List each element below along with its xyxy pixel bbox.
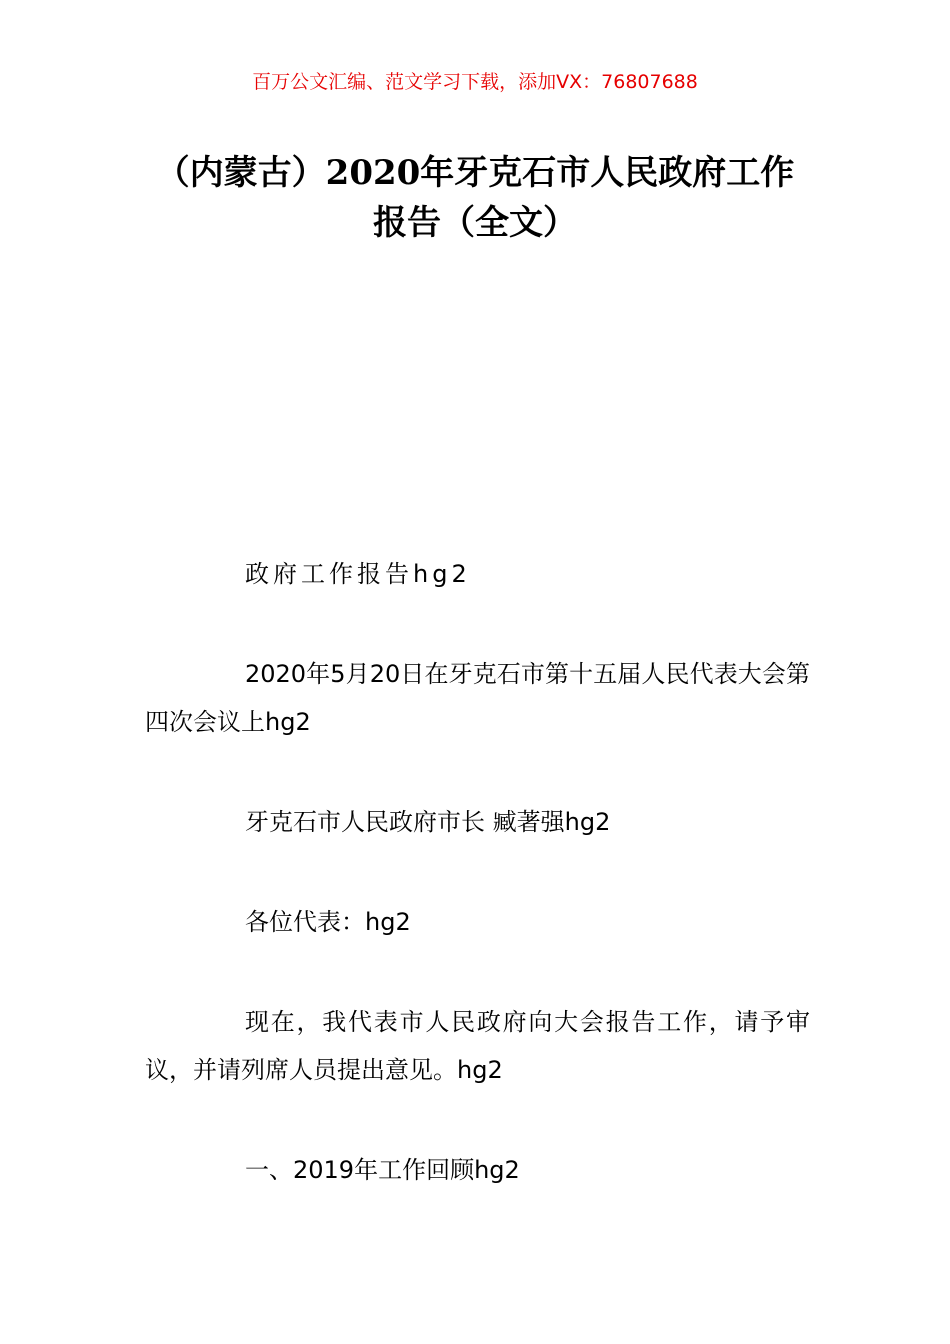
- paragraph-meeting-info: 2020年5月20日在牙克石市第十五届人民代表大会第四次会议上hg2: [145, 660, 810, 736]
- title-line-1: （内蒙古）2020年牙克石市人民政府工作: [155, 153, 795, 193]
- header-note: 百万公文汇编、范文学习下载，添加VX：76807688: [252, 71, 698, 93]
- paragraph-heading: 政府工作报告hg2: [245, 560, 471, 588]
- paragraph-intro: 现在，我代表市人民政府向大会报告工作，请予审议，并请列席人员提出意见。hg2: [145, 1008, 810, 1084]
- document-title: [135, 148, 815, 248]
- paragraph-salutation: 各位代表：hg2: [245, 908, 411, 936]
- document-body: [145, 550, 810, 1194]
- paragraph-speaker: 牙克石市人民政府市长 臧著强hg2: [245, 808, 611, 836]
- title-line-2: 报告（全文）: [373, 203, 577, 243]
- paragraph-section-heading: 一、2019年工作回顾hg2: [245, 1156, 520, 1184]
